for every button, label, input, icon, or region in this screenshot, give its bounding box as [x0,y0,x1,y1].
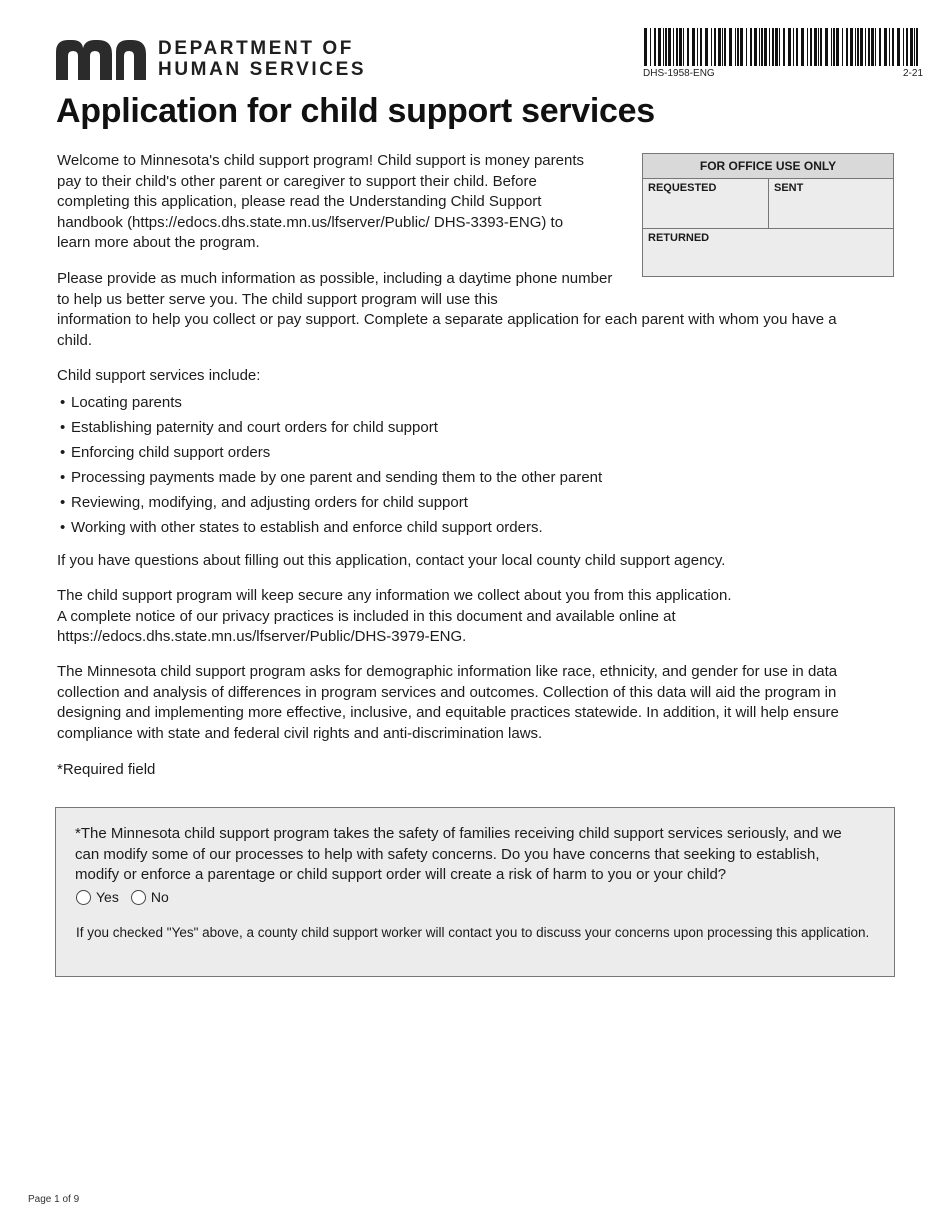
page-title: Application for child support services [56,92,655,130]
list-item: • Locating parents [60,394,182,411]
barcode-bar [658,28,661,66]
barcode-bar [868,28,870,66]
demographic-paragraph: The Minnesota child support program asks for demographic information like race, ethnicity, and gender for use in data collection and analysis of differences in program services and outcomes. Collection of this data will aid the program in designing and implementing more effective, inclusive, and equitable practices statewide. In addition, it will help ensure compliance with state and federal civil rights and anti-discrimination laws. [57,663,839,742]
barcode-bar [676,28,678,66]
barcode-bar [711,28,712,66]
department-name [158,38,366,80]
office-use-heading: FOR OFFICE USE ONLY [643,154,893,179]
barcode-bar [683,28,684,66]
barcode-bar [914,28,915,66]
barcode-bar [910,28,913,66]
privacy-line-1: The child support program will keep secure any information we collect about you from this application. [57,587,732,604]
barcode-bar [729,28,732,66]
barcode-bar [793,28,794,66]
barcode-bar [810,28,812,66]
barcode-bar [850,28,853,66]
barcode-bar [779,28,780,66]
radio-circle-icon[interactable] [76,890,91,905]
barcode-bar [775,28,778,66]
barcode-bar [897,28,900,66]
barcode-bar [650,28,651,66]
barcode-bar [737,28,739,66]
no-radio[interactable] [131,889,169,905]
barcode-bar [692,28,695,66]
barcode-bar [825,28,828,66]
barcode-bar [801,28,804,66]
barcode-bar [820,28,822,66]
barcode-bar [783,28,785,66]
radio-circle-icon[interactable] [131,890,146,905]
barcode-bar [644,28,647,66]
sent-cell: SENT [774,182,804,194]
barcode-bar [772,28,774,66]
barcode-bar [746,28,747,66]
barcode-bar [906,28,908,66]
yes-radio[interactable] [76,889,119,905]
barcode-bar [722,28,723,66]
department-line-2: HUMAN SERVICES [158,59,367,80]
barcode-bar [857,28,859,66]
barcode-bar [842,28,843,66]
barcode-bar [764,28,767,66]
barcode-bar [916,28,918,66]
list-item: • Working with other states to establish and enforce child support orders. [60,519,543,536]
info-paragraph-part-a: Please provide as much information as possible, including a daytime phone number to help us better serve you. The child support program will use this [57,270,613,308]
safety-question: *The Minnesota child support program takes the safety of families receiving child support services seriously, and we can modify some of our processes to help with safety concerns. Do you have concerns that seeking to establish, modify or enforce a parentage or child support order will create a risk of harm to you or your child? [75,825,842,883]
barcode-bar [818,28,819,66]
info-paragraph [57,269,847,351]
mn-logo-icon [56,38,146,80]
barcode-bar [788,28,791,66]
info-paragraph-part-b: information to help you collect or pay support. Complete a separate application for each parent with whom you have a child. [57,311,837,349]
barcode-bar [724,28,726,66]
form-version: 2-21 [903,68,924,79]
services-intro: Child support services include: [57,367,261,384]
barcode-bar [865,28,866,66]
barcode-bar [735,28,736,66]
safety-question-box [55,807,895,977]
barcode-bar [884,28,887,66]
questions-paragraph: If you have questions about filling out this application, contact your local county child support agency. [57,552,726,569]
barcode-bar [796,28,798,66]
page-number: Page 1 of 9 [28,1194,80,1205]
office-use-table [642,153,894,277]
barcode-bar [833,28,835,66]
barcode-bar [846,28,848,66]
barcode-bar [740,28,743,66]
yes-label: Yes [96,889,119,905]
returned-cell: RETURNED [648,232,710,244]
barcode-bar [718,28,721,66]
barcode-bar [892,28,894,66]
barcode-bar [714,28,716,66]
barcode-bar [663,28,664,66]
barcode-bar [860,28,863,66]
barcode-bar [769,28,770,66]
barcode-bar [665,28,667,66]
requested-cell: REQUESTED [643,179,769,228]
safety-radio-group [76,889,181,905]
barcode-bar [705,28,708,66]
barcode-bar [814,28,817,66]
barcode-bar [654,28,656,66]
barcode-bar [687,28,689,66]
barcode-bar [759,28,760,66]
safety-note: If you checked "Yes" above, a county child support worker will contact you to discuss your concerns upon processing this application. [76,925,870,940]
barcode-bar [700,28,702,66]
intro-paragraph: Welcome to Minnesota's child support program! Child support is money parents pay to their child's other parent or caregiver to support their child. Before completing this application, please read the Understanding Child Support handbook (https://edocs.dhs.state.mn.us/lfserver/Public/ DHS-3393-ENG) to learn more about the program. [57,152,584,251]
list-item: • Establishing paternity and court orders for child support [60,419,438,436]
barcode-bar [761,28,763,66]
barcode-bar [879,28,881,66]
barcode-bar [875,28,876,66]
barcode-bar [831,28,832,66]
privacy-paragraph [57,586,847,648]
barcode-bar [807,28,808,66]
barcode-bar [673,28,674,66]
list-item: • Processing payments made by one parent and sending them to the other parent [60,469,603,486]
privacy-line-2: A complete notice of our privacy practices is included in this document and available online at [57,607,676,625]
barcode-bar [903,28,904,66]
no-label: No [150,889,169,905]
form-id: DHS-1958-ENG [643,68,715,79]
services-list [57,390,602,540]
barcode-bar [836,28,839,66]
barcode-bar [871,28,874,66]
barcode-icon [643,28,923,66]
barcode-bar [697,28,698,66]
barcode-bar [754,28,757,66]
barcode-bar [750,28,752,66]
privacy-link[interactable]: https://edocs.dhs.state.mn.us/lfserver/Public/DHS-3979-ENG. [57,628,467,645]
department-line-1: DEPARTMENT OF [158,38,354,59]
barcode-bar [855,28,856,66]
barcode-bar [889,28,890,66]
barcode-bar [679,28,682,66]
list-item: • Reviewing, modifying, and adjusting orders for child support [60,494,468,511]
list-item: • Enforcing child support orders [60,444,271,461]
required-field-note: *Required field [57,761,156,778]
barcode-bar [668,28,671,66]
